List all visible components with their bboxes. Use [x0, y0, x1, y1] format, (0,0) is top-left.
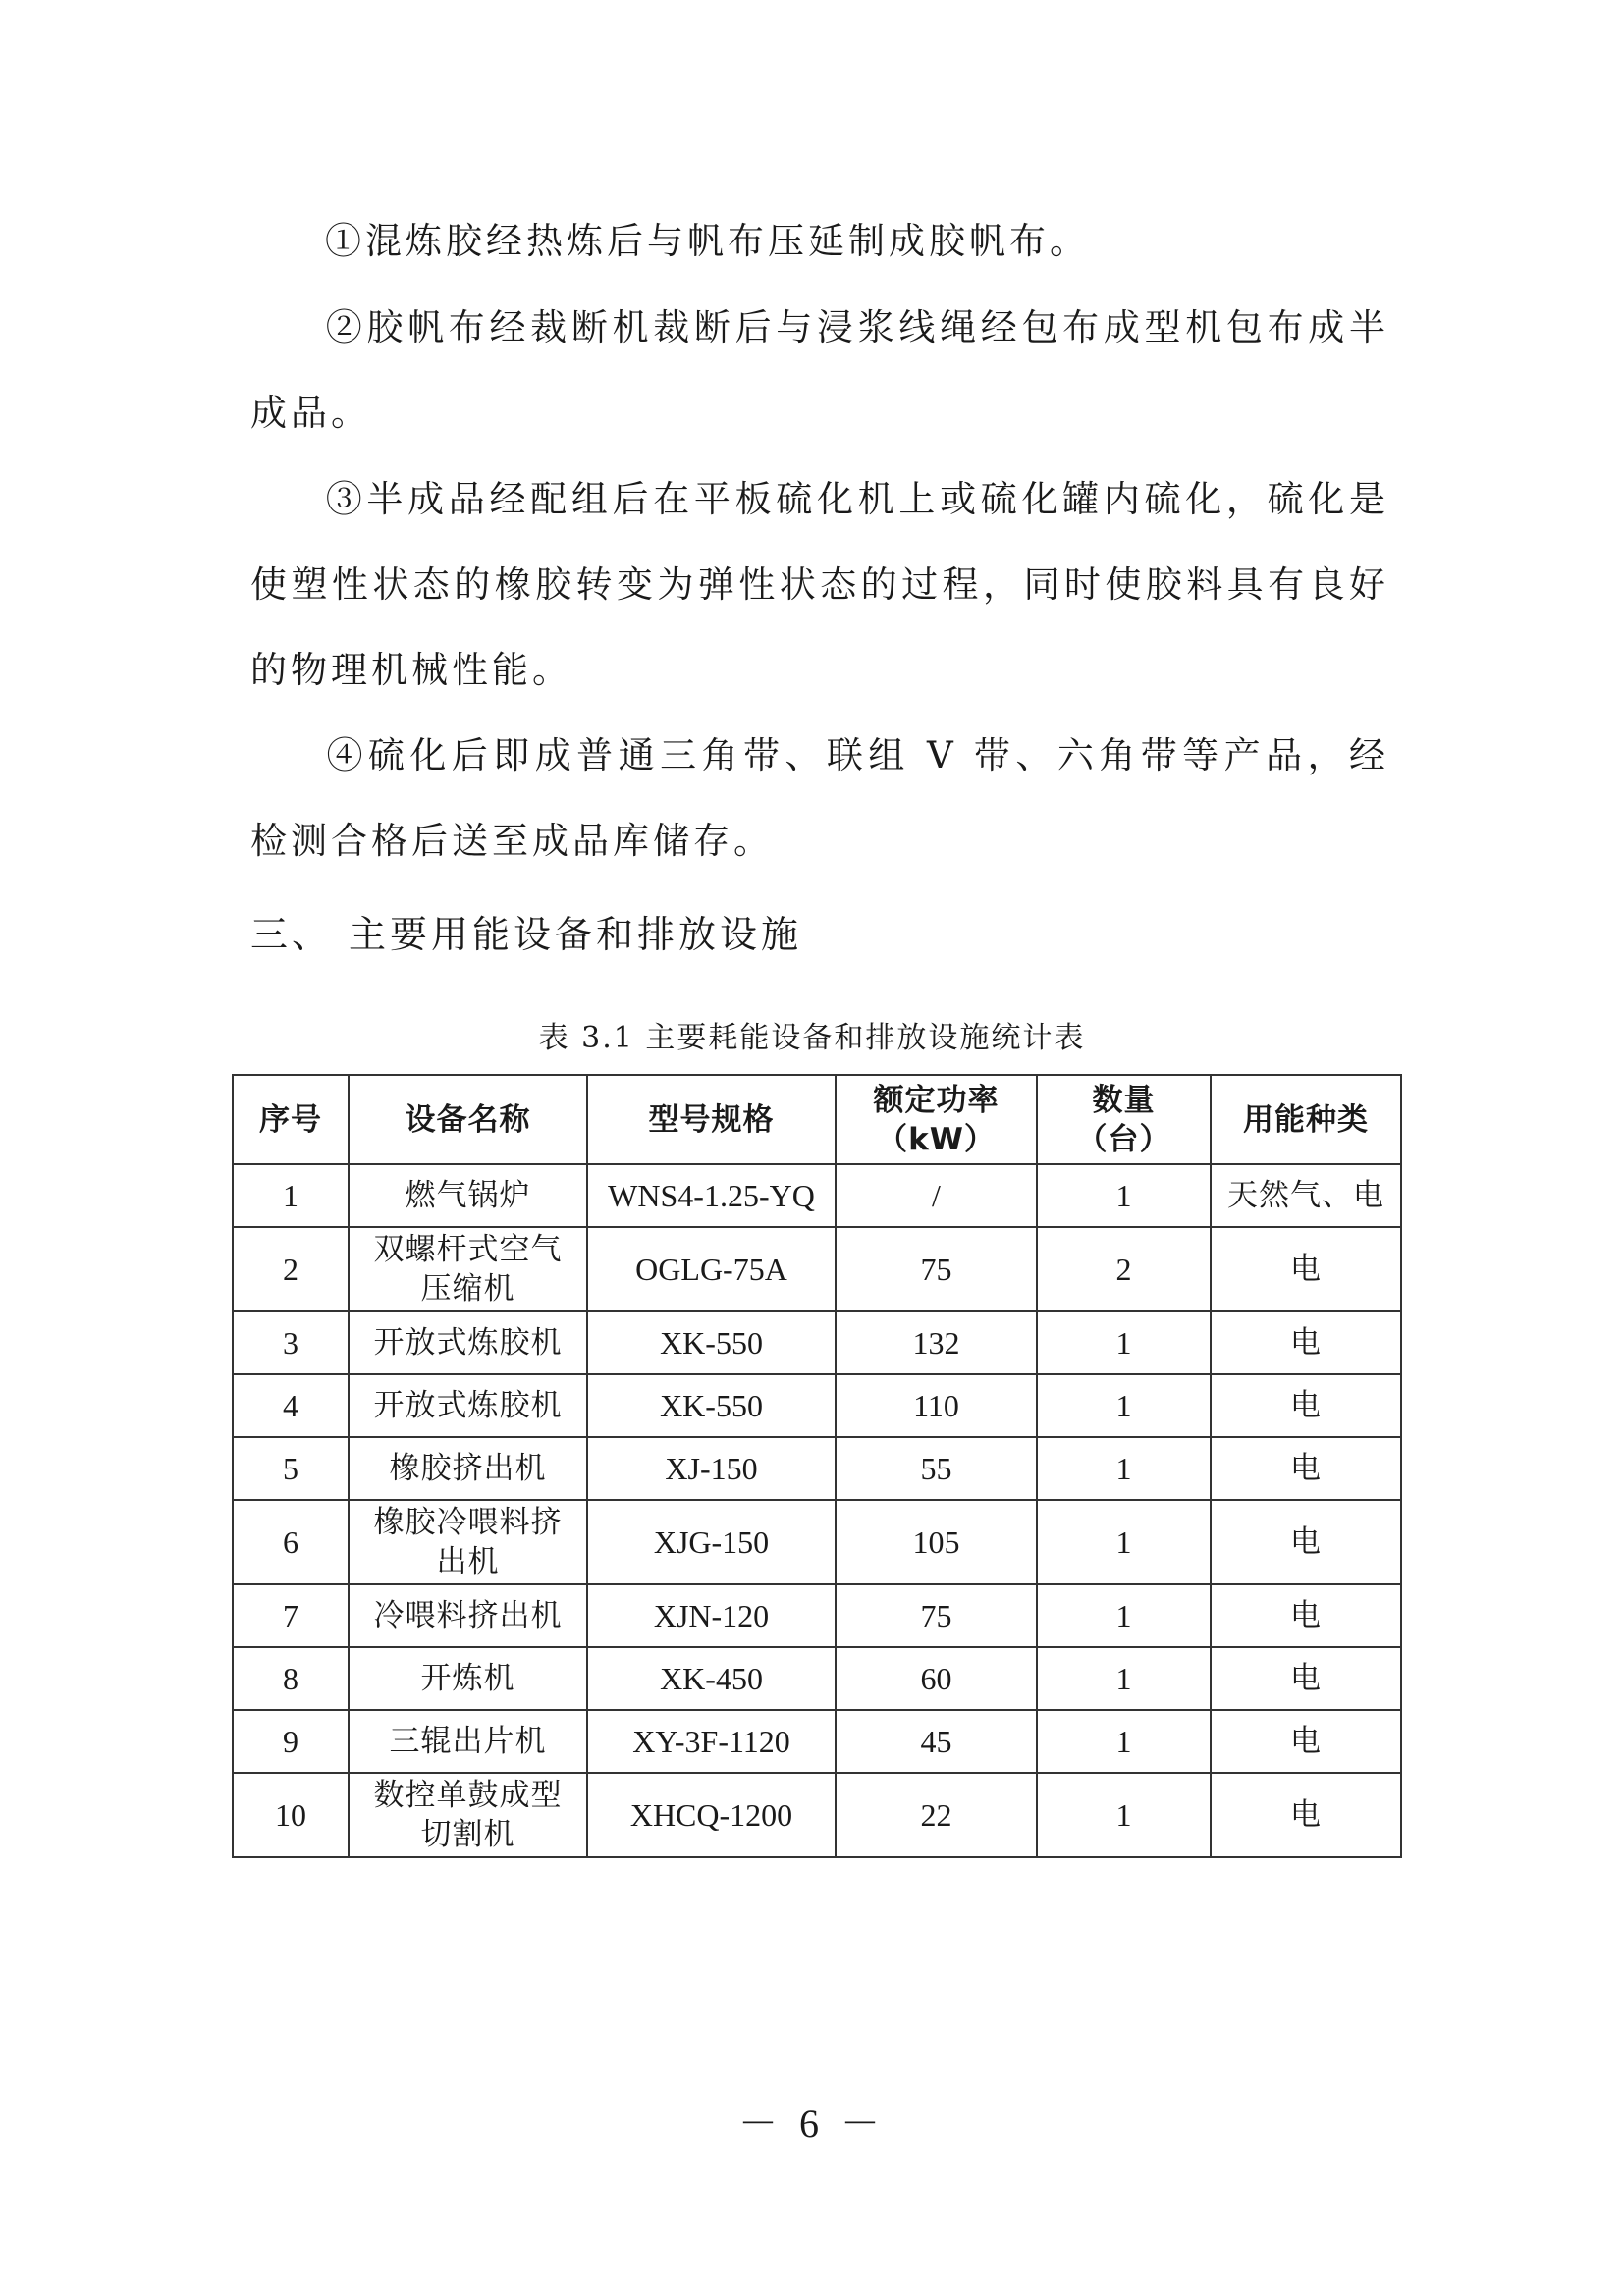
cell-rated-power: 45 [836, 1710, 1037, 1773]
cell-index: 3 [233, 1311, 349, 1374]
table-row [233, 1311, 1401, 1374]
cell-equipment-name: 数控单鼓成型切割机 [349, 1773, 587, 1857]
cell-model: OGLG-75A [587, 1227, 836, 1311]
cell-index: 5 [233, 1437, 349, 1500]
cell-rated-power: 55 [836, 1437, 1037, 1500]
table-row [233, 1374, 1401, 1437]
cell-rated-power: 110 [836, 1374, 1037, 1437]
section-number: 三、 [250, 913, 334, 956]
cell-equipment-name: 开放式炼胶机 [349, 1374, 587, 1437]
cell-equipment-name: 开放式炼胶机 [349, 1311, 587, 1374]
header-equipment-name: 设备名称 [349, 1075, 587, 1164]
cell-equipment-name: 冷喂料挤出机 [349, 1584, 587, 1647]
cell-rated-power: 75 [836, 1584, 1037, 1647]
cell-equipment-name: 三辊出片机 [349, 1710, 587, 1773]
cell-equipment-name: 开炼机 [349, 1647, 587, 1710]
table-row [233, 1773, 1401, 1857]
paragraph-2-text: ②胶帆布经裁断机裁断后与浸浆线绳经包布成型机包布成半成品。 [250, 306, 1389, 434]
cell-model: XK-550 [587, 1374, 836, 1437]
cell-quantity: 2 [1037, 1227, 1211, 1311]
cell-energy-type: 电 [1211, 1374, 1401, 1437]
cell-quantity: 1 [1037, 1773, 1211, 1857]
cell-index: 1 [233, 1164, 349, 1227]
cell-energy-type: 电 [1211, 1227, 1401, 1311]
cell-energy-type: 天然气、电 [1211, 1164, 1401, 1227]
cell-model: XK-550 [587, 1311, 836, 1374]
table-row [233, 1647, 1401, 1710]
cell-equipment-name: 双螺杆式空气压缩机 [349, 1227, 587, 1311]
cell-rated-power: 132 [836, 1311, 1037, 1374]
table-caption: 表 3.1 主要耗能设备和排放设施统计表 [538, 1021, 1086, 1055]
section-title: 主要用能设备和排放设施 [349, 913, 803, 956]
cell-index: 6 [233, 1500, 349, 1584]
cell-index: 7 [233, 1584, 349, 1647]
cell-energy-type: 电 [1211, 1710, 1401, 1773]
cell-quantity: 1 [1037, 1710, 1211, 1773]
section-heading [250, 905, 802, 964]
cell-index: 8 [233, 1647, 349, 1710]
paragraph-3-text: ③半成品经配组后在平板硫化机上或硫化罐内硫化，硫化是使塑性状态的橡胶转变为弹性状态的过程，同时使胶料具有良好的物理机械性能。 [250, 478, 1389, 691]
cell-energy-type: 电 [1211, 1647, 1401, 1710]
cell-energy-type: 电 [1211, 1584, 1401, 1647]
page-number: － 6 － [738, 2102, 886, 2146]
cell-quantity: 1 [1037, 1584, 1211, 1647]
paragraph-4-text: ④硫化后即成普通三角带、联组 V 带、六角带等产品，经检测合格后送至成品库储存。 [250, 734, 1389, 862]
cell-model: XJN-120 [587, 1584, 836, 1647]
cell-model: XHCQ-1200 [587, 1773, 836, 1857]
paragraph-4 [250, 713, 1389, 883]
cell-rated-power: 60 [836, 1647, 1037, 1710]
cell-model: XJ-150 [587, 1437, 836, 1500]
cell-energy-type: 电 [1211, 1437, 1401, 1500]
equipment-table [232, 1074, 1402, 1858]
header-rated-power: 额定功率 （kW） [836, 1075, 1037, 1164]
header-energy-type: 用能种类 [1211, 1075, 1401, 1164]
cell-model: WNS4-1.25-YQ [587, 1164, 836, 1227]
cell-quantity: 1 [1037, 1311, 1211, 1374]
cell-model: XY-3F-1120 [587, 1710, 836, 1773]
cell-equipment-name: 燃气锅炉 [349, 1164, 587, 1227]
table-row [233, 1227, 1401, 1311]
header-index: 序号 [233, 1075, 349, 1164]
cell-energy-type: 电 [1211, 1773, 1401, 1857]
cell-quantity: 1 [1037, 1647, 1211, 1710]
cell-index: 9 [233, 1710, 349, 1773]
cell-energy-type: 电 [1211, 1500, 1401, 1584]
cell-index: 2 [233, 1227, 349, 1311]
table-header-row [233, 1075, 1401, 1164]
table-row [233, 1584, 1401, 1647]
cell-quantity: 1 [1037, 1374, 1211, 1437]
table-row [233, 1500, 1401, 1584]
cell-model: XJG-150 [587, 1500, 836, 1584]
paragraph-1 [250, 198, 1389, 284]
cell-energy-type: 电 [1211, 1311, 1401, 1374]
cell-equipment-name: 橡胶冷喂料挤出机 [349, 1500, 587, 1584]
cell-equipment-name: 橡胶挤出机 [349, 1437, 587, 1500]
cell-rated-power: / [836, 1164, 1037, 1227]
cell-rated-power: 22 [836, 1773, 1037, 1857]
table-row [233, 1437, 1401, 1500]
paragraph-2 [250, 285, 1389, 455]
header-model: 型号规格 [587, 1075, 836, 1164]
paragraph-1-text: ①混炼胶经热炼后与帆布压延制成胶帆布。 [325, 220, 1090, 262]
cell-quantity: 1 [1037, 1437, 1211, 1500]
cell-quantity: 1 [1037, 1500, 1211, 1584]
cell-quantity: 1 [1037, 1164, 1211, 1227]
table-row [233, 1710, 1401, 1773]
table-row [233, 1164, 1401, 1227]
cell-rated-power: 75 [836, 1227, 1037, 1311]
cell-rated-power: 105 [836, 1500, 1037, 1584]
header-quantity: 数量 （台） [1037, 1075, 1211, 1164]
cell-model: XK-450 [587, 1647, 836, 1710]
cell-index: 10 [233, 1773, 349, 1857]
paragraph-3 [250, 456, 1389, 713]
cell-index: 4 [233, 1374, 349, 1437]
